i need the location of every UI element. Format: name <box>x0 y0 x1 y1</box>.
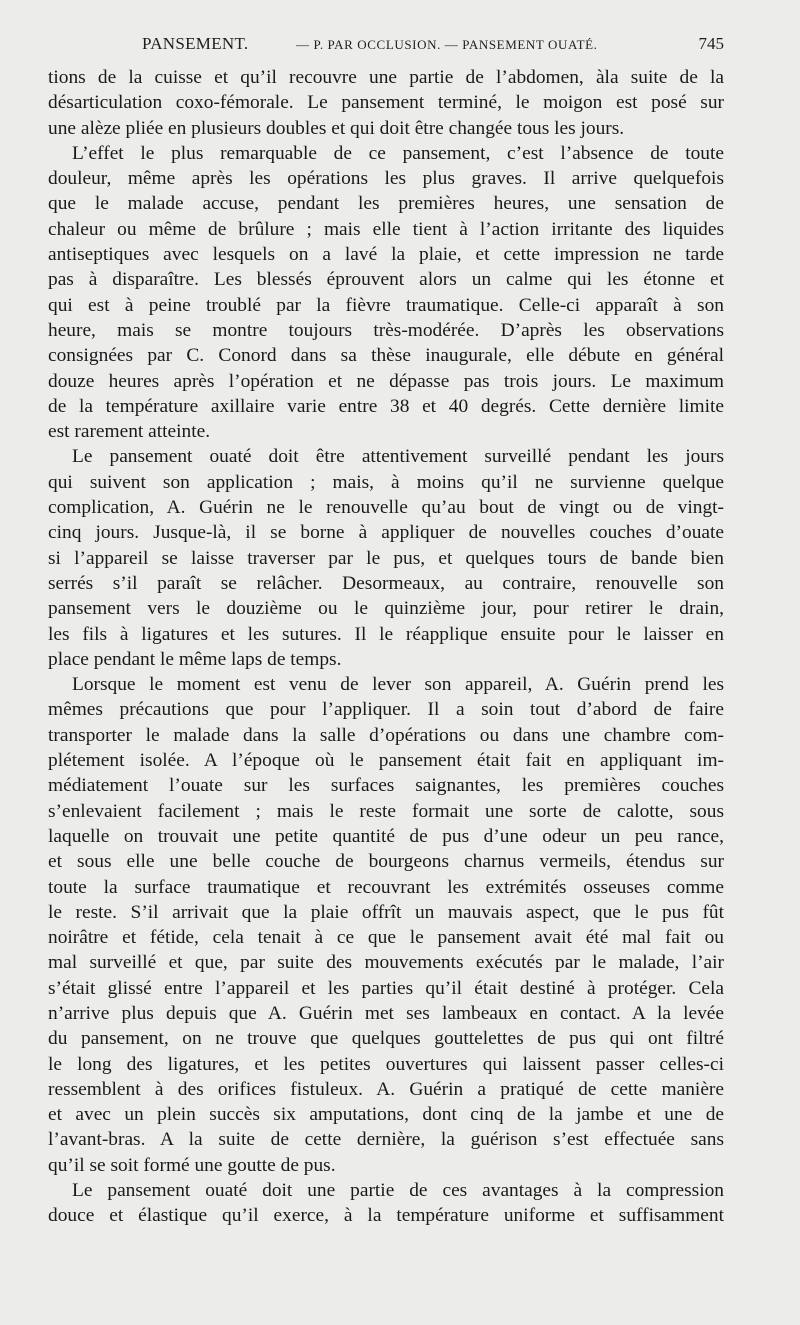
running-header <box>48 34 724 58</box>
text-line: transporter le malade dans la salle d’opérations ou dans une chambre com- <box>48 724 724 746</box>
text-line: qu’il se soit formé une goutte de pus. <box>48 1154 336 1176</box>
text-line: pas à disparaître. Les blessés éprouvent alors un calme qui les étonne et <box>48 269 724 291</box>
text-line: tions de la cuisse et qu’il recouvre une partie de l’abdomen, àla suite de la <box>48 67 724 88</box>
text-line: et avec un plein succès six amputations, dont cinq de la jambe et une de <box>48 1104 724 1126</box>
text-line: désarticulation coxo-fémorale. Le pansement terminé, le moigon est posé sur <box>48 92 724 114</box>
text-line: mal surveillé et que, par suite des mouvements exécutés par le malade, l’air <box>48 952 724 974</box>
text-line: n’arrive plus depuis que A. Guérin met ses lambeaux en contact. A la levée <box>48 1002 724 1024</box>
text-line: cinq jours. Jusque-là, il se borne à appliquer de nouvelles couches d’ouate <box>48 522 724 544</box>
text-line: plétement isolée. A l’époque où le pansement était fait en appliquant im- <box>48 750 724 772</box>
text-line: du pansement, on ne trouve que quelques gouttelettes de pus qui ont filtré <box>48 1028 724 1050</box>
text-line: le long des ligatures, et les petites ouvertures qui laissent passer celles-ci <box>48 1053 724 1075</box>
text-line: pansement vers le douzième ou le quinzième jour, pour retirer le drain, <box>48 598 724 620</box>
text-line: douleur, même après les opérations les plus graves. Il arrive quelquefois <box>48 168 724 190</box>
text-line: médiatement l’ouate sur les surfaces saignantes, les premières couches <box>48 775 724 797</box>
text-line: mêmes précautions que pour l’appliquer. Il a soin tout d’abord de faire <box>48 699 724 721</box>
text-line: s’était glissé entre l’appareil et les parties qu’il était destiné à protéger. Cela <box>48 977 724 999</box>
text-line: Le pansement ouaté doit être attentivement surveillé pendant les jours <box>72 446 724 468</box>
page-number: 745 <box>698 34 724 53</box>
text-line: heure, mais se montre toujours très-modérée. D’après les observations <box>48 319 724 341</box>
text-line: le reste. S’il arrivait que la plaie offrît un mauvais aspect, que le pus fût <box>48 901 724 923</box>
text-line: que le malade accuse, pendant les premières heures, une sensation de <box>48 193 724 215</box>
text-line: laquelle on trouvait une petite quantité de pus d’une odeur un peu rance, <box>48 825 724 847</box>
text-line: consignées par C. Conord dans sa thèse inaugurale, elle débute en général <box>48 345 724 367</box>
text-line: et sous elle une belle couche de bourgeons charnus vermeils, étendus sur <box>48 851 724 873</box>
text-line: qui suivent son application ; mais, à moins qu’il ne survienne quelque <box>48 471 724 493</box>
text-line: L’effet le plus remarquable de ce pansement, c’est l’absence de toute <box>72 142 724 164</box>
text-line: place pendant le même laps de temps. <box>48 648 342 670</box>
text-line: complication, A. Guérin ne le renouvelle qu’au bout de vingt ou de vingt- <box>48 497 724 519</box>
text-line: Lorsque le moment est venu de lever son appareil, A. Guérin prend les <box>72 674 724 696</box>
header-title: PANSEMENT. <box>142 34 249 53</box>
text-line: chaleur ou même de brûlure ; mais elle tient à l’action irritante des liquides <box>48 218 724 240</box>
text-line: l’avant-bras. A la suite de cette dernière, la guérison s’est effectuée sans <box>48 1129 724 1151</box>
text-line: serrés s’il paraît se relâcher. Desormeaux, au contraire, renouvelle son <box>48 572 724 594</box>
text-line: est rarement atteinte. <box>48 421 211 443</box>
text-line: une alèze pliée en plusieurs doubles et qui doit être changée tous les jours. <box>48 117 625 139</box>
text-line: de la température axillaire varie entre 38 et 40 degrés. Cette dernière limite <box>48 395 724 417</box>
text-line: noirâtre et fétide, cela tenait à ce que le pansement avait été mal fait ou <box>48 927 724 949</box>
text-line: douze heures après l’opération et ne dépasse pas trois jours. Le maximum <box>48 370 724 392</box>
text-line: toute la surface traumatique et recouvrant les extrémités osseuses comme <box>48 876 724 898</box>
text-line: les fils à ligatures et les sutures. Il le réapplique ensuite pour le laisser en <box>48 623 724 645</box>
text-line: antiseptiques avec lesquels on a lavé la plaie, et cette impression ne tarde <box>48 244 724 266</box>
text-line: ressemblent à des orifices fistuleux. A. Guérin a pratiqué de cette manière <box>48 1078 724 1100</box>
body-text <box>48 65 724 1229</box>
text-line: s’enlevaient facilement ; mais le reste formait une sorte de calotte, sous <box>48 800 724 822</box>
text-line: douce et élastique qu’il exerce, à la température uniforme et suffisamment <box>48 1205 724 1227</box>
text-line: si l’appareil se laisse traverser par le pus, et quelques tours de bande bien <box>48 547 724 569</box>
text-line: Le pansement ouaté doit une partie de ces avantages à la compression <box>72 1180 724 1202</box>
header-subtitle: — P. PAR OCCLUSION. — PANSEMENT OUATÉ. <box>296 37 598 52</box>
text-line: qui est à peine troublé par la fièvre traumatique. Celle-ci apparaît à son <box>48 294 724 316</box>
